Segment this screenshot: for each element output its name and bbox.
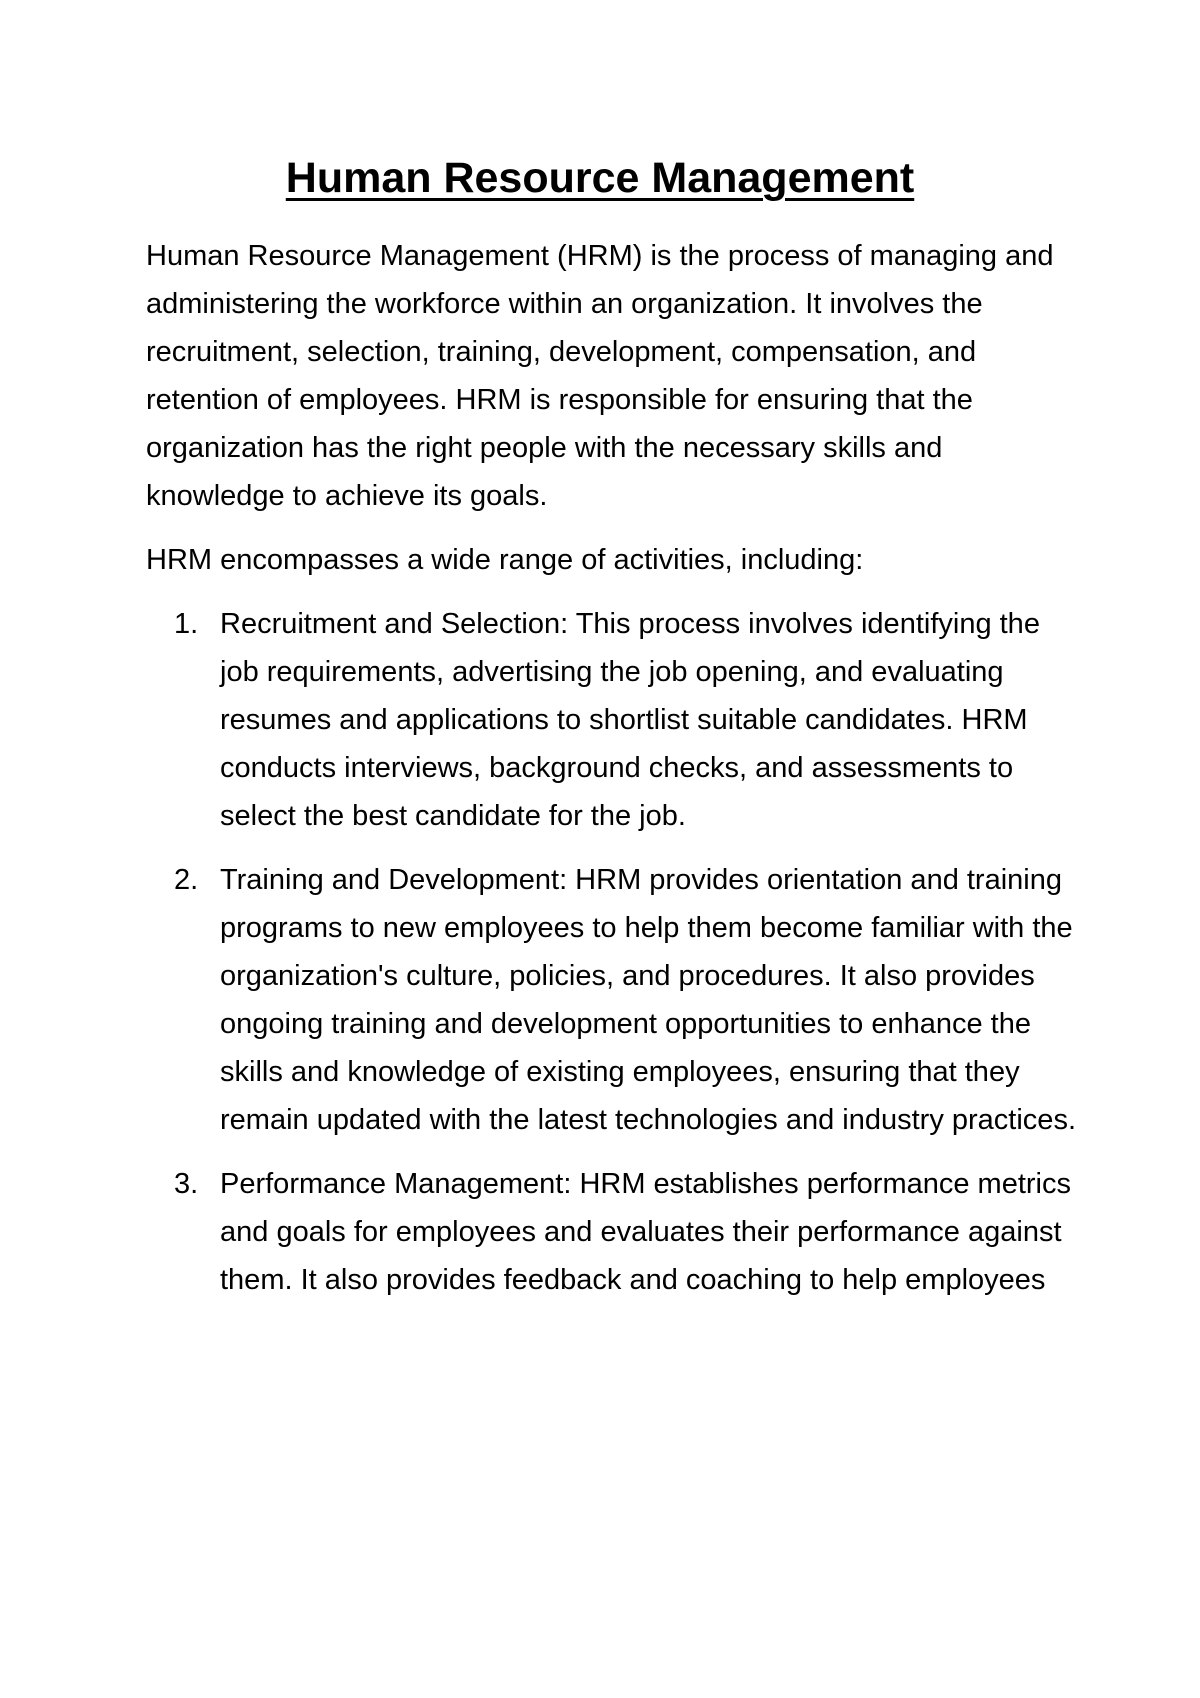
list-item-text: Performance Management: HRM establishes performance metrics and goals for employees and evaluates their performance against them. It also provides feedback and coaching to help employees [220, 1168, 1071, 1296]
document-body [146, 232, 1086, 1320]
list-item-text: Recruitment and Selection: This process involves identifying the job requirements, advertising the job opening, and evaluating resumes and applications to shortlist suitable candidates. HRM conducts interviews, background checks, and assessments to select the best candidate for the job. [220, 608, 1040, 832]
activities-list [146, 600, 1086, 1304]
list-item-number: 1. [174, 608, 199, 640]
list-item [146, 856, 1086, 1144]
list-item-text: Training and Development: HRM provides orientation and training programs to new employees to help them become familiar with the organization's culture, policies, and procedures. It also provides ongoing training and development opportunities to enhance the skills and knowledge of existing employees, ensuring that they remain updated with the latest technologies and industry practices. [220, 864, 1076, 1136]
document-title: Human Resource Management [285, 154, 915, 202]
list-item [146, 1160, 1086, 1304]
list-item [146, 600, 1086, 840]
intro-paragraph: Human Resource Management (HRM) is the process of managing and administering the workforce within an organization. It involves the recruitment, selection, training, development, compensation, and retention of employees. HRM is responsible for ensuring that the organization has the right people with the necessary skills and knowledge to achieve its goals. [146, 240, 1054, 512]
list-item-number: 3. [174, 1168, 199, 1200]
list-item-number: 2. [174, 864, 199, 896]
activities-intro-paragraph: HRM encompasses a wide range of activities, including: [146, 544, 864, 576]
